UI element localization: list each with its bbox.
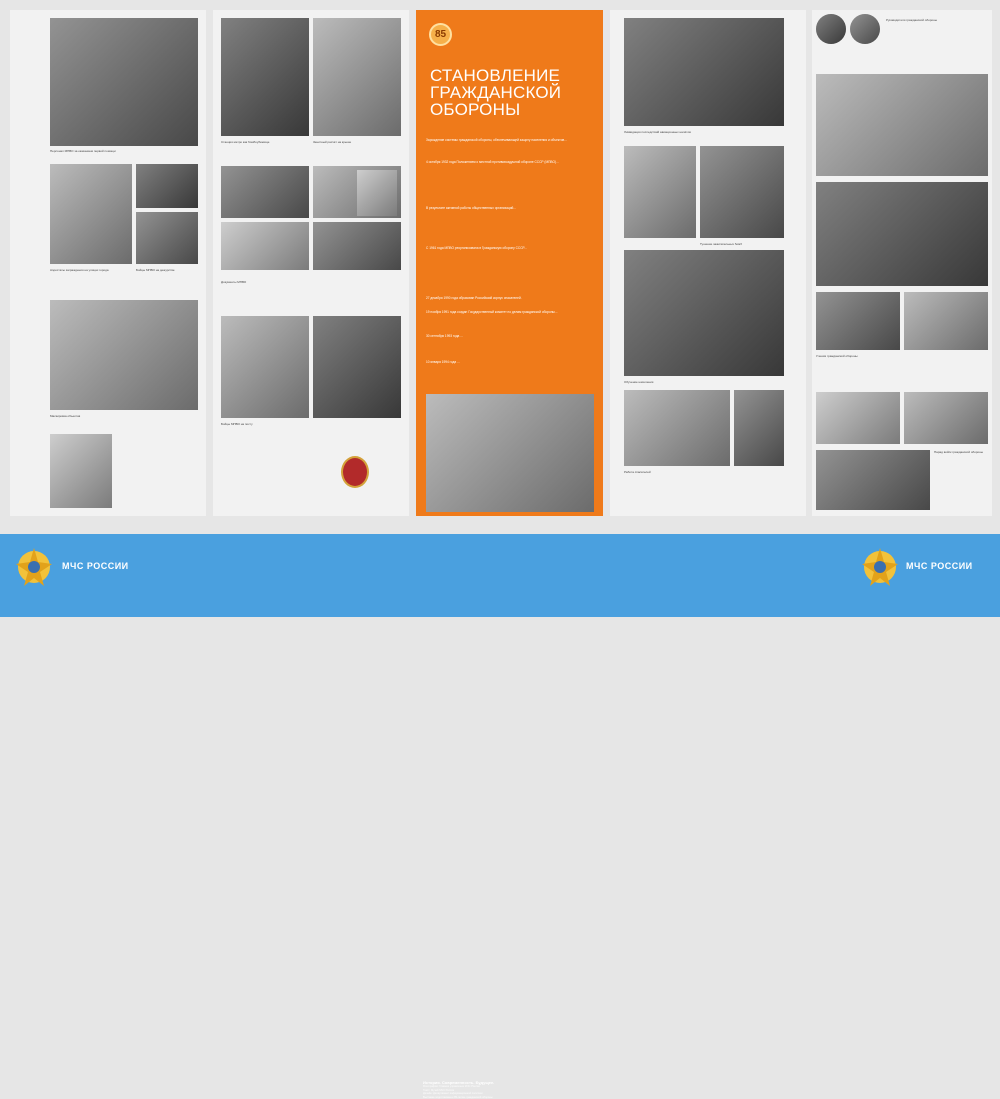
credit-line: Фотографии: Главное управление МЧС России: [423, 1085, 480, 1088]
photo-classroom: [624, 250, 784, 376]
photo-portrait-1: [816, 14, 846, 44]
caption: Документы МПВО: [221, 280, 247, 284]
credit-line: Дизайн: Департамент информационной политики: [423, 1092, 483, 1096]
caption: Станция метро как бомбоубежище: [221, 140, 270, 144]
photo-ruins: [426, 394, 594, 512]
paragraph: 4 октября 1932 года Положением о местной противовоздушной обороне СССР (МПВО)...: [426, 160, 559, 164]
photo-document-2: [357, 170, 397, 216]
caption: Руководители гражданской обороны: [886, 18, 938, 22]
mchs-emblem-icon: [860, 542, 900, 592]
panel-2: [213, 10, 409, 516]
photo-people: [50, 434, 112, 508]
photo-balloon: [50, 164, 132, 264]
caption: Персонал МПВО за оказанием первой помощи: [50, 149, 116, 153]
footer-credits: [423, 1080, 573, 1099]
photo-rescue-2: [734, 390, 784, 466]
photo-site-2: [904, 292, 988, 350]
paragraph: 10 января 1994 года ...: [426, 360, 460, 364]
caption: Парад войск гражданской обороны: [934, 450, 984, 454]
photo-barricade: [221, 316, 309, 418]
caption: Аэростаты заграждения на улицах города: [50, 268, 109, 272]
brand-label-right: МЧС РОССИИ: [906, 561, 973, 571]
photo-street-balloon: [50, 300, 198, 410]
credit-line: Выставка подготовлена к 85-летию гражданской обороны: [423, 1095, 493, 1099]
photo-portrait-2: [850, 14, 880, 44]
caption: Тушение зажигательных бомб: [700, 242, 742, 246]
caption: Маскировка объектов: [50, 414, 81, 418]
photo-crowd: [221, 166, 309, 218]
panel-5: [812, 10, 992, 516]
photo-site-1: [816, 292, 900, 350]
caption: Учения гражданской обороны: [816, 354, 858, 358]
caption: Работа спасателей: [624, 470, 651, 474]
paragraph: В результате активной работы общественных организаций...: [426, 206, 516, 210]
paragraph: 30 сентября 1993 года ...: [426, 334, 463, 338]
footer-bar: [0, 534, 1000, 1099]
paragraph: 19 ноября 1991 года создан Государственный комитет по делам гражданской обороны...: [426, 310, 558, 314]
photo-documents: [221, 222, 309, 270]
photo-women: [700, 146, 784, 238]
paragraph: 27 декабря 1990 года образован Российский корпус спасателей.: [426, 296, 522, 300]
credit-line: Текст: Музей МЧС России: [423, 1088, 455, 1092]
photo-training: [816, 182, 988, 286]
photo-rescue: [624, 390, 730, 466]
page-title: СТАНОВЛЕНИЕ ГРАЖДАНСКОЙ ОБОРОНЫ: [430, 66, 562, 119]
photo-crowd-street: [624, 18, 784, 126]
photo-meeting: [136, 212, 198, 264]
footer-credits-title: История. Современность. Будущее.: [423, 1080, 495, 1085]
panel-4: [610, 10, 806, 516]
photo-building: [313, 222, 401, 270]
paragraph: С 1961 года МПВО реорганизована в Гражданскую оборону СССР...: [426, 246, 527, 250]
caption: Бойцы МПВО на дежурстве: [136, 268, 175, 272]
mchs-emblem-icon: [14, 542, 54, 592]
photo-soldiers: [313, 316, 401, 418]
medal-icon: [341, 456, 369, 488]
photo-group: [136, 164, 198, 208]
anniversary-logo: 85: [429, 23, 452, 46]
photo-flag: [904, 392, 988, 444]
panel-1: [10, 10, 206, 516]
photo-metro: [221, 18, 309, 136]
paragraph: Зарождение системы гражданской обороны, обеспечивающей защиту населения и объектов...: [426, 138, 567, 142]
caption: Обучение населения: [624, 380, 654, 384]
caption: Бойцы МПВО на посту: [221, 422, 253, 426]
caption: Зенитный расчёт на крыше: [313, 140, 352, 144]
caption: Ликвидация последствий авиационных налётов: [624, 130, 691, 134]
photo-gasmasks: [816, 74, 988, 176]
photo-parade: [816, 450, 930, 510]
title-panel: [416, 10, 603, 516]
photo-lecture: [816, 392, 900, 444]
photo-antiaircraft: [313, 18, 401, 136]
photo-firefighters: [624, 146, 696, 238]
brand-label-left: МЧС РОССИИ: [62, 561, 129, 571]
photo-first-aid: [50, 18, 198, 146]
